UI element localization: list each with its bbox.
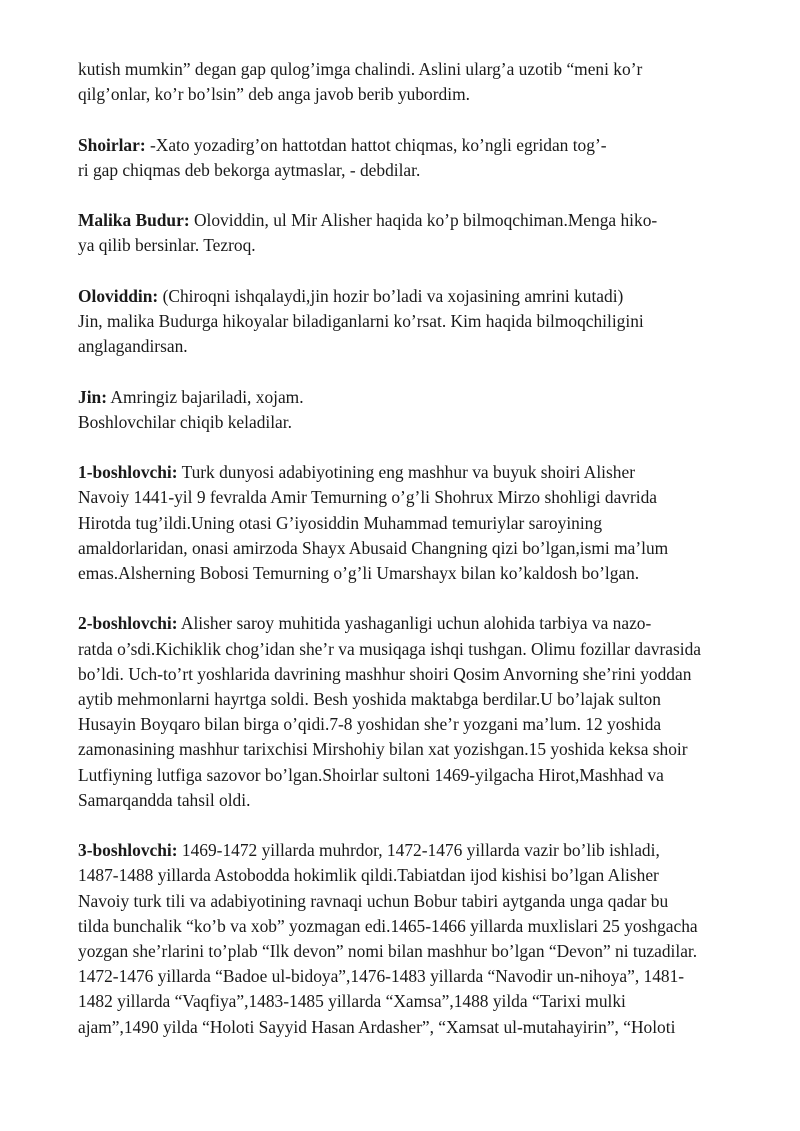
paragraph bbox=[78, 460, 778, 586]
line-text: Lutfiyning lutfiga sazovor bo’lgan.Shoirlar sultoni 1469-yilgacha Hirot,Mashhad va bbox=[78, 764, 664, 785]
text-line bbox=[78, 863, 778, 888]
speaker-label: Shoirlar: bbox=[78, 134, 146, 155]
paragraph bbox=[78, 57, 778, 107]
text-line bbox=[78, 662, 778, 687]
text-line bbox=[78, 536, 778, 561]
text-line bbox=[78, 964, 778, 989]
line-text: Navoiy 1441-yil 9 fevralda Amir Temurning o’g’li Shohrux Mirzo shohligi davrida bbox=[78, 487, 658, 508]
line-text: Navoiy turk tili va adabiyotining ravnaqi uchun Bobur tabiri aytganda unga qadar bu bbox=[78, 890, 669, 911]
line-text: Hirotda tug’ildi.Uning otasi G’iyosiddin Muhammad temuriylar saroyining bbox=[78, 512, 603, 533]
text-line bbox=[78, 334, 778, 359]
speaker-label: Jin: bbox=[78, 386, 107, 407]
text-line bbox=[78, 284, 778, 309]
text-line bbox=[78, 561, 778, 586]
text-line bbox=[78, 687, 778, 712]
text-line bbox=[78, 611, 778, 636]
paragraph bbox=[78, 838, 778, 1040]
text-line bbox=[78, 410, 778, 435]
line-text: anglagandirsan. bbox=[78, 336, 188, 357]
line-text: 1487-1488 yillarda Astobodda hokimlik qildi.Tabiatdan ijod kishisi bo’lgan Alisher bbox=[78, 865, 659, 886]
text-line bbox=[78, 838, 778, 863]
paragraph bbox=[78, 284, 778, 360]
line-text: yozgan she’rlarini to’plab “Ilk devon” nomi bilan mashhur bo’lgan “Devon” ni tuzadilar. bbox=[78, 941, 698, 961]
line-text: 1469-1472 yillarda muhrdor, 1472-1476 yillarda vazir bo’lib ishladi, bbox=[177, 840, 660, 861]
line-text: -Xato yozadirg’on hattotdan hattot chiqmas, ko’ngli egridan tog’- bbox=[145, 134, 607, 155]
line-text: ri gap chiqmas deb bekorga aytmaslar, - debdilar. bbox=[78, 159, 421, 180]
line-text: (Chiroqni ishqalaydi,jin hozir bo’ladi va xojasining amrini kutadi) bbox=[158, 285, 624, 306]
line-text: ya qilib bersinlar. Tezroq. bbox=[78, 235, 256, 256]
text-line bbox=[78, 133, 778, 158]
text-line bbox=[78, 939, 778, 964]
document-page bbox=[78, 57, 778, 1065]
line-text: Turk dunyosi adabiyotining eng mashhur va buyuk shoiri Alisher bbox=[177, 462, 635, 483]
line-text: Alisher saroy muhitida yashaganligi uchun alohida tarbiya va nazo- bbox=[177, 613, 652, 634]
paragraph bbox=[78, 385, 778, 435]
text-line bbox=[78, 485, 778, 510]
text-line bbox=[78, 989, 778, 1014]
text-line bbox=[78, 309, 778, 334]
paragraph bbox=[78, 208, 778, 258]
line-text: zamonasining mashhur tarixchisi Mirshohiy bilan xat yozishgan.15 yoshida keksa shoir bbox=[78, 739, 688, 760]
line-text: bo’ldi. Uch-to’rt yoshlarida davrining mashhur shoiri Qosim Anvorning she’rini yoddan bbox=[78, 663, 692, 684]
speaker-label: 2-boshlovchi: bbox=[78, 613, 178, 634]
line-text: Amringiz bajariladi, xojam. bbox=[107, 386, 304, 407]
line-text: kutish mumkin” degan gap qulog’imga chalindi. Aslini ularg’a uzotib “meni ko’r bbox=[78, 59, 643, 79]
speaker-label: 1-boshlovchi: bbox=[78, 462, 178, 483]
text-line bbox=[78, 889, 778, 914]
line-text: qilg’onlar, ko’r bo’lsin” deb anga javob berib yubordim. bbox=[78, 84, 470, 105]
text-line bbox=[78, 385, 778, 410]
line-text: aytib mehmonlarni hayrtga soldi. Besh yoshida maktabga berdilar.U bo’lajak sulton bbox=[78, 688, 661, 709]
line-text: emas.Alsherning Bobosi Temurning o’g’li Umarshayx bilan ko’kaldosh bo’lgan. bbox=[78, 562, 640, 583]
line-text: Jin, malika Budurga hikoyalar biladiganlarni ko’rsat. Kim haqida bilmoqchiligini bbox=[78, 310, 644, 331]
line-text: 1482 yillarda “Vaqfiya”,1483-1485 yillarda “Xamsa”,1488 yilda “Tarixi mulki bbox=[78, 991, 626, 1012]
line-text: ratda o’sdi.Kichiklik chog’idan she’r va musiqaga ishqi tushgan. Olimu fozillar davrasida bbox=[78, 638, 702, 659]
line-text: amaldorlaridan, onasi amirzoda Shayx Abusaid Changning qizi bo’lgan,ismi ma’lum bbox=[78, 537, 669, 558]
line-text: ajam”,1490 yilda “Holoti Sayyid Hasan Ardasher”, “Xamsat ul-mutahayirin”, “Holoti bbox=[78, 1016, 676, 1037]
text-line bbox=[78, 712, 778, 737]
text-line bbox=[78, 763, 778, 788]
text-line bbox=[78, 57, 778, 82]
paragraph bbox=[78, 611, 778, 813]
text-line bbox=[78, 914, 778, 939]
text-line bbox=[78, 460, 778, 485]
text-line bbox=[78, 637, 778, 662]
text-line bbox=[78, 511, 778, 536]
text-line bbox=[78, 82, 778, 107]
line-text: tilda bunchalik “ko’b va xob” yozmagan edi.1465-1466 yillarda muxlislari 25 yoshgacha bbox=[78, 915, 698, 936]
text-line bbox=[78, 1015, 778, 1040]
line-text: Oloviddin, ul Mir Alisher haqida ko’p bilmoqchiman.Menga hiko- bbox=[189, 210, 658, 231]
speaker-label: Oloviddin: bbox=[78, 285, 159, 306]
text-line bbox=[78, 158, 778, 183]
line-text: 1472-1476 yillarda “Badoe ul-bidoya”,1476-1483 yillarda “Navodir un-nihoya”, 1481- bbox=[78, 966, 685, 987]
line-text: Boshlovchilar chiqib keladilar. bbox=[78, 411, 292, 432]
speaker-label: 3-boshlovchi: bbox=[78, 840, 178, 861]
text-line bbox=[78, 788, 778, 813]
paragraph bbox=[78, 133, 778, 183]
text-line bbox=[78, 208, 778, 233]
line-text: Samarqandda tahsil oldi. bbox=[78, 789, 251, 810]
line-text: Husayin Boyqaro bilan birga o’qidi.7-8 yoshidan she’r yozgani ma’lum. 12 yoshida bbox=[78, 714, 662, 735]
text-line bbox=[78, 233, 778, 258]
text-line bbox=[78, 737, 778, 762]
speaker-label: Malika Budur: bbox=[78, 210, 190, 231]
